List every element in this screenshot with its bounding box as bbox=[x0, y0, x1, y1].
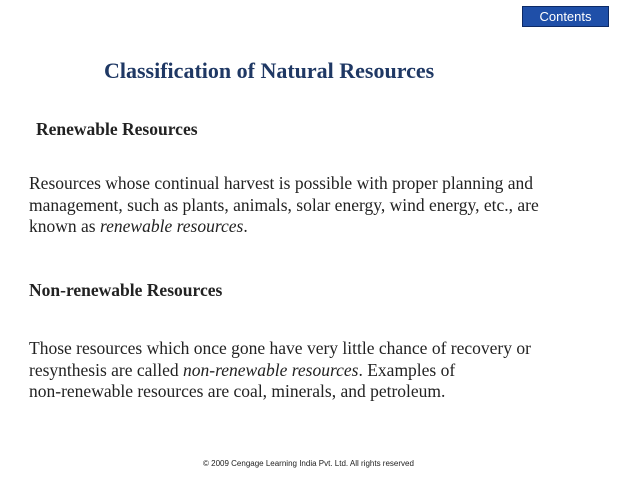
non-renewable-line-2-suffix: . Examples of bbox=[358, 359, 456, 380]
renewable-definition bbox=[29, 173, 539, 238]
non-renewable-line-2-prefix: resynthesis are called bbox=[29, 359, 184, 380]
renewable-line-2: management, such as plants, animals, solar energy, wind energy, etc., are bbox=[29, 194, 539, 215]
non-renewable-line-2 bbox=[29, 360, 531, 382]
renewable-line-3-suffix: . bbox=[243, 216, 248, 236]
copyright-footer: © 2009 Cengage Learning India Pvt. Ltd. All rights reserved bbox=[203, 459, 414, 468]
renewable-line-1: Resources whose continual harvest is possible with proper planning and bbox=[29, 173, 533, 193]
non-renewable-definition bbox=[29, 338, 531, 403]
renewable-line-3-prefix: known as bbox=[29, 216, 100, 236]
renewable-heading: Renewable Resources bbox=[36, 119, 198, 139]
non-renewable-line-1: Those resources which once gone have very little chance of recovery or bbox=[29, 338, 531, 358]
renewable-line-3 bbox=[29, 216, 539, 238]
non-renewable-heading: Non-renewable Resources bbox=[29, 280, 223, 300]
contents-button[interactable]: Contents bbox=[522, 6, 609, 27]
non-renewable-term: non-renewable resources bbox=[183, 359, 359, 380]
renewable-term: renewable resources bbox=[99, 216, 244, 236]
slide-title: Classification of Natural Resources bbox=[104, 58, 435, 83]
non-renewable-line-3: non-renewable resources are coal, minerals, and petroleum. bbox=[29, 381, 446, 401]
